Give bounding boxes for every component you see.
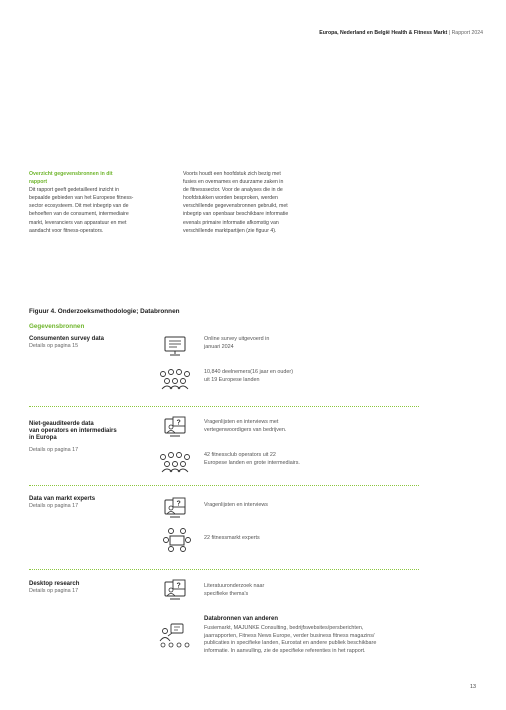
svg-text:?: ? — [176, 500, 181, 508]
item-line: januari 2024 — [204, 343, 234, 350]
header-title: Europa, Nederland en België Health & Fitness Markt — [319, 30, 448, 36]
overview-left-line: markt, leveranciers van apparatuur en met — [29, 219, 127, 226]
item-line: Vragenlijsten en interviews — [204, 502, 268, 508]
section-details-link: Details op pagina 15 — [29, 343, 79, 350]
section-divider — [29, 485, 419, 486]
section-details-link: Details op pagina 17 — [29, 503, 79, 510]
item-line: Online survey uitgevoerd in — [204, 336, 270, 342]
overview-right-line: fusies en overnames en duurzame zaken in — [183, 179, 284, 186]
item-line: Europese landen en grote intermediairs. — [204, 459, 300, 466]
item-line: Literatuuronderzoek naar — [204, 583, 265, 589]
item-description — [204, 583, 264, 598]
overview-right-line: hoofdstukken worden besproken, werden — [183, 195, 278, 202]
item-line: Vragenlijsten en interviews met — [204, 419, 279, 425]
item-line: jaarrapporten, Fitness News Europe, verder business fitness magazins/ — [204, 632, 375, 639]
overview-heading-line2: rapport — [29, 179, 48, 186]
item-line: uit 19 Europese landen — [204, 376, 260, 383]
section-title: van operators en intermediairs — [29, 428, 117, 435]
survey-monitor-icon — [163, 335, 189, 357]
item-line: 10,840 deelnemers(16 jaar en ouder) — [204, 369, 294, 375]
section-title: Niet-geauditeerde data — [29, 421, 94, 427]
figure-subtitle: Gegevensbronnen — [29, 323, 85, 330]
item-description — [204, 369, 293, 384]
svg-text:?: ? — [176, 419, 181, 427]
header-subtitle: Rapport 2024 — [451, 30, 483, 36]
item-line: publicaties in specifieke landen, Eurostat en andere publiek beschikbare — [204, 640, 377, 647]
overview-left-column — [29, 170, 179, 235]
header-separator: | — [448, 30, 451, 36]
overview-right-line: verschillende gegevensbronnen gebruikt, met — [183, 203, 288, 210]
section-divider — [29, 406, 419, 407]
overview-left-line: behoeften van de consument, intermediaire — [29, 211, 129, 218]
overview-left-line: sector ecosysteem. Dit met inbegrip van de — [29, 203, 129, 210]
overview-left-line: aandacht voor fitness-operators. — [29, 227, 104, 234]
item-description — [204, 502, 268, 510]
overview-right-line: evenals primaire informatie afkomstig van — [183, 219, 279, 226]
overview-left-line: bepaalde gebieden van het Europese fitness- — [29, 195, 134, 202]
section-title: Desktop research — [29, 581, 80, 587]
item-description — [204, 419, 286, 434]
section-title: in Europa — [29, 435, 57, 442]
item-line: Fusiemarkt, MAJUNKE Consulting, bedrijfswebsites/persberichten, — [204, 625, 364, 631]
section-title: Consumenten survey data — [29, 336, 105, 342]
section-consumer-survey — [29, 336, 104, 349]
other-sources-block — [204, 616, 444, 655]
overview-right-line: inbegrip van openbaar beschikbare informatie — [183, 211, 289, 218]
running-header — [319, 30, 483, 36]
item-line: specifieke thema's — [204, 590, 249, 597]
section-desktop-research — [29, 581, 79, 594]
item-description — [204, 452, 300, 467]
item-line: vertegenwoordigers van bedrijven. — [204, 426, 287, 433]
meeting-table-icon — [163, 527, 191, 553]
question-monitor-icon — [163, 579, 189, 601]
svg-text:?: ? — [176, 582, 181, 590]
section-divider — [29, 569, 419, 570]
item-line: informatie. In aanvulling, zie de specifieke referenties in het rapport. — [204, 647, 366, 654]
figure-title: Figuur 4. Onderzoeksmethodologie; Databronnen — [29, 308, 180, 315]
section-title: Data van markt experts — [29, 496, 96, 502]
item-description — [204, 535, 260, 543]
question-monitor-icon — [163, 497, 189, 519]
item-line: 22 fitnessmarkt experts — [204, 535, 260, 541]
section-details-link: Details op pagina 17 — [29, 446, 79, 453]
presenter-icon — [157, 622, 191, 650]
item-description — [204, 336, 269, 351]
people-group-icon — [158, 451, 192, 473]
overview-right-line: verschillende marktpartijen (zie figuur 4). — [183, 227, 277, 234]
question-monitor-icon — [163, 416, 189, 438]
item-line: 42 fitnessclub operators uit 22 — [204, 452, 276, 458]
overview-heading-line1: Overzicht gegevensbronnen in dit — [29, 171, 113, 177]
section-operators-data — [29, 421, 117, 453]
section-market-experts — [29, 496, 95, 509]
overview-left-line: Dit rapport geeft gedetailleerd inzicht in — [29, 187, 119, 194]
overview-right-line: de fitnesssector. Voor de analyses die in de — [183, 187, 283, 194]
overview-right-column — [183, 170, 333, 235]
overview-right-line: Voorts houdt een hoofdstuk zich bezig met — [183, 171, 281, 177]
section-details-link: Details op pagina 17 — [29, 588, 79, 595]
item-description — [204, 625, 444, 655]
other-sources-heading: Databronnen van anderen — [204, 616, 279, 622]
page-number: 13 — [470, 684, 476, 690]
people-group-icon — [158, 368, 192, 390]
